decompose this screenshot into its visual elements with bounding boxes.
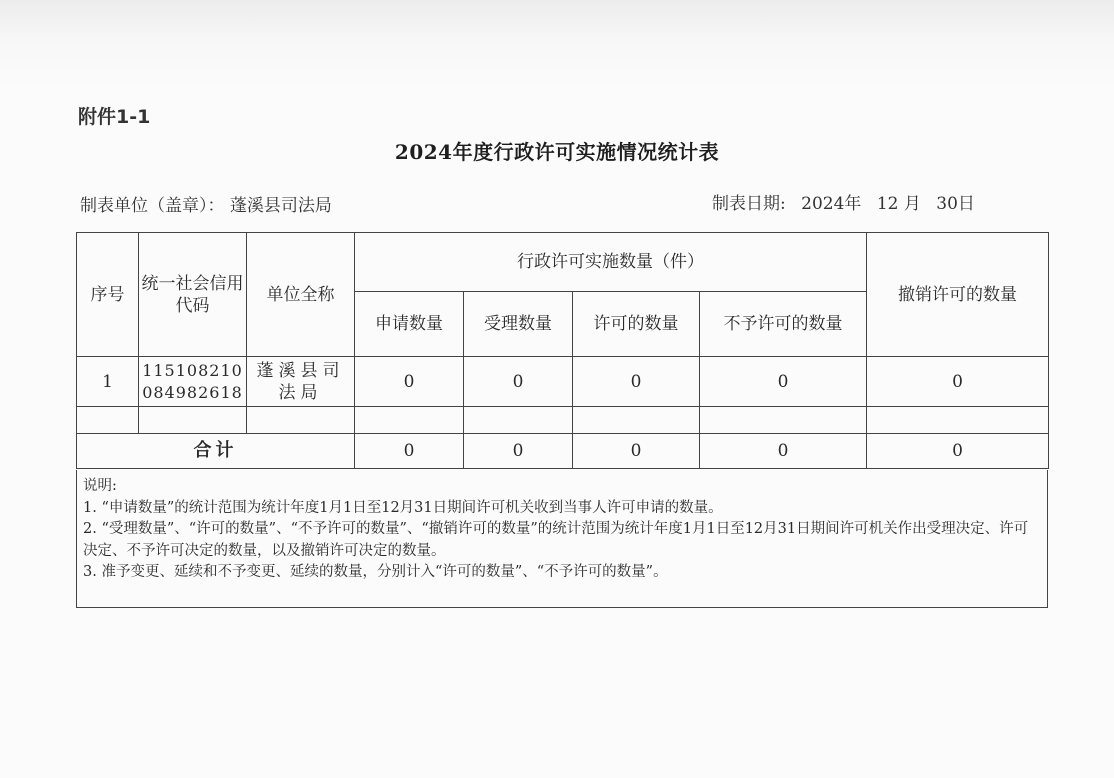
row-apply-count: 0 xyxy=(355,357,464,407)
attachment-label: 附件1-1 xyxy=(78,106,151,128)
row-revoke-count: 0 xyxy=(867,357,1049,407)
total-permit-count: 0 xyxy=(573,434,700,469)
total-label: 合计 xyxy=(77,434,355,469)
header-accept-count: 受理数量 xyxy=(464,292,573,357)
date-year: 2024年 xyxy=(801,194,862,214)
header-seq: 序号 xyxy=(77,233,139,357)
date-month: 12 月 xyxy=(876,194,921,214)
header-deny-count: 不予许可的数量 xyxy=(700,292,867,357)
total-accept-count: 0 xyxy=(464,434,573,469)
header-apply-count: 申请数量 xyxy=(355,292,464,357)
total-apply-count: 0 xyxy=(355,434,464,469)
notes-box xyxy=(76,470,1048,608)
row-unit-name: 蓬溪县司法局 xyxy=(247,357,355,407)
row-permit-count: 0 xyxy=(573,357,700,407)
header-unit-name: 单位全称 xyxy=(247,233,355,357)
document-title: 2024年度行政许可实施情况统计表 xyxy=(394,140,720,164)
header-revoke-count: 撤销许可的数量 xyxy=(867,233,1049,357)
preparing-unit: 制表单位（盖章）： 蓬溪县司法局 xyxy=(80,196,332,216)
scan-shadow xyxy=(0,0,1114,90)
row-seq: 1 xyxy=(77,357,139,407)
row-credit-code: 115108210084982618 xyxy=(139,357,247,407)
statistics-table xyxy=(76,232,1049,469)
note-item-2: 2. “受理数量”、“许可的数量”、“不予许可的数量”、“撤销许可的数量”的统计范围为统计年度1月1日至12月31日期间许可机关作出受理决定、许可决定、不予许可决定的数量，以及撤销许可决定的数量。 xyxy=(83,521,1029,559)
note-item-1: 1. “申请数量”的统计范围为统计年度1月1日至12月31日期间许可机关收到当事人许可申请的数量。 xyxy=(83,499,723,516)
empty-row xyxy=(77,407,1049,434)
date-label: 制表日期: xyxy=(712,194,786,214)
header-credit-code: 统一社会信用代码 xyxy=(139,233,247,357)
preparation-date xyxy=(712,189,985,214)
total-revoke-count: 0 xyxy=(867,434,1049,469)
header-permit-count-group: 行政许可实施数量（件） xyxy=(355,233,867,292)
notes-heading: 说明: xyxy=(83,478,117,494)
total-deny-count: 0 xyxy=(700,434,867,469)
date-day: 30日 xyxy=(936,194,975,214)
row-deny-count: 0 xyxy=(700,357,867,407)
note-item-3: 3. 准予变更、延续和不予变更、延续的数量，分别计入“许可的数量”、“不予许可的数量”。 xyxy=(83,564,668,580)
row-accept-count: 0 xyxy=(464,357,573,407)
header-permit-count: 许可的数量 xyxy=(573,292,700,357)
total-row xyxy=(77,434,1049,469)
table-row xyxy=(77,357,1049,407)
